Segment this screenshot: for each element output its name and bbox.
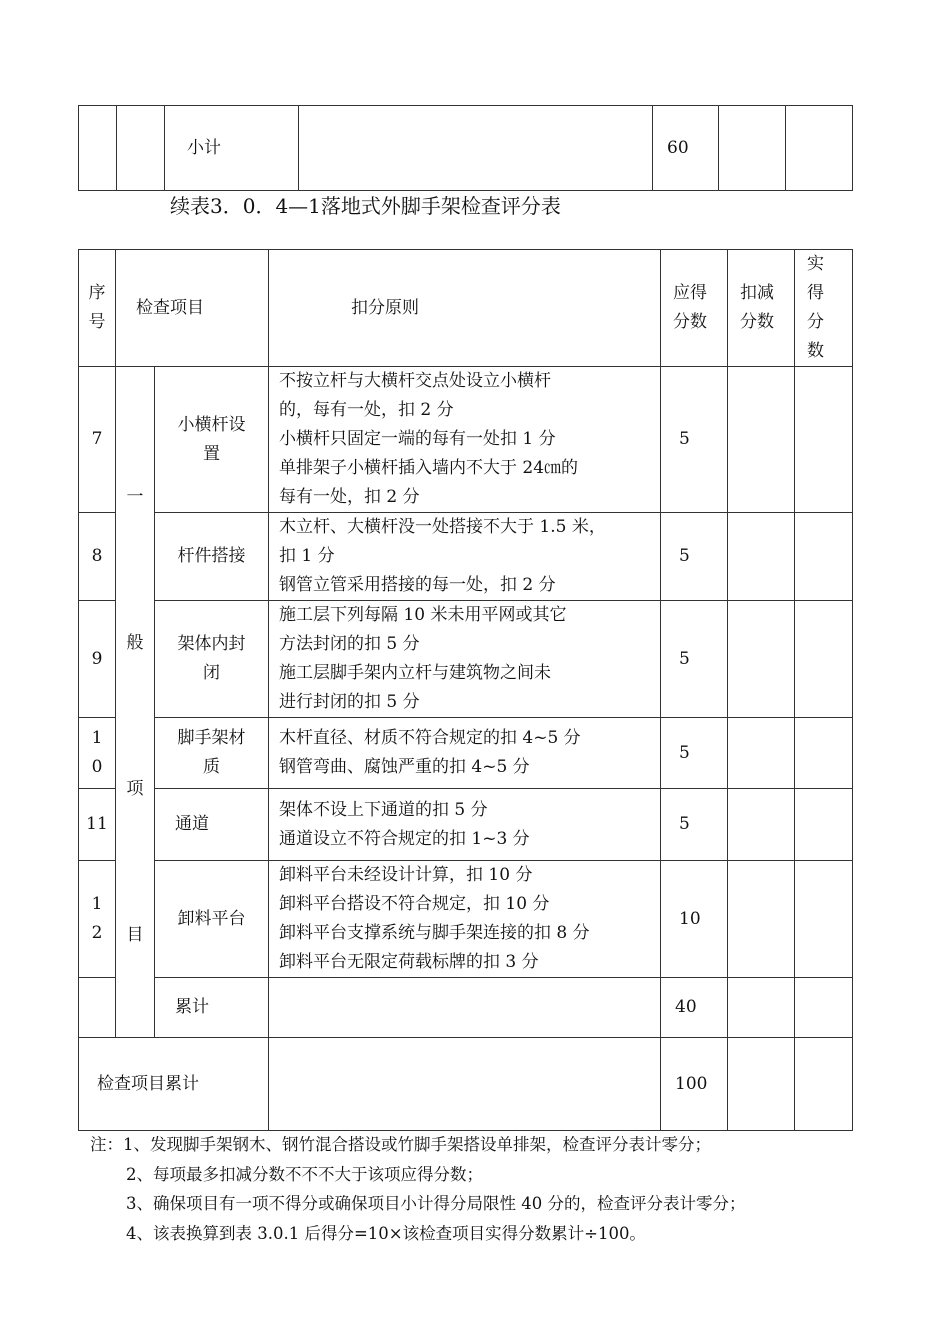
row-item: 脚手架材 质 bbox=[155, 718, 269, 789]
row-score: 5 bbox=[661, 718, 728, 789]
row-item: 卸料平台 bbox=[155, 861, 269, 978]
table-row bbox=[79, 861, 853, 978]
subtotal-label: 小计 bbox=[165, 106, 299, 191]
total-score: 100 bbox=[661, 1038, 728, 1131]
total-label: 检查项目累计 bbox=[79, 1038, 269, 1131]
row-rules: 木立杆、大横杆没一处搭接不大于 1.5 米， 扣 1 分 钢管立管采用搭接的每一处，扣 2 分 bbox=[269, 513, 661, 601]
subtotal-table bbox=[78, 105, 853, 191]
header-deduct: 扣减 分数 bbox=[728, 250, 795, 367]
subtotal-score: 60 bbox=[653, 106, 719, 191]
header-actual: 实 得 分 数 bbox=[795, 250, 853, 367]
row-rules: 不按立杆与大横杆交点处设立小横杆 的，每有一处，扣 2 分 小横杆只固定一端的每有一处扣 1 分 单排架子小横杆插入墙内不大于 24㎝的 每有一处，扣 2 分 bbox=[269, 367, 661, 513]
note-line: 3、确保项目有一项不得分或确保项目小计得分局限性 40 分的，检查评分表计零分； bbox=[126, 1194, 746, 1213]
table-row bbox=[79, 513, 853, 601]
row-item: 杆件搭接 bbox=[155, 513, 269, 601]
header-row bbox=[79, 250, 853, 367]
cumulative-score: 40 bbox=[661, 978, 728, 1038]
subtotal-row bbox=[79, 106, 853, 191]
row-seq: 1 2 bbox=[79, 861, 116, 978]
table-row bbox=[79, 601, 853, 718]
row-seq: 8 bbox=[79, 513, 116, 601]
row-rules: 卸料平台未经设计计算，扣 10 分 卸料平台搭设不符合规定，扣 10 分 卸料平台支撑系统与脚手架连接的扣 8 分 卸料平台无限定荷载标牌的扣 3 分 bbox=[269, 861, 661, 978]
row-item: 小横杆设 置 bbox=[155, 367, 269, 513]
row-item: 架体内封 闭 bbox=[155, 601, 269, 718]
header-item: 检查项目 bbox=[116, 250, 269, 367]
row-seq: 9 bbox=[79, 601, 116, 718]
table-caption: 续表3．0．4—1落地式外脚手架检查评分表 bbox=[170, 194, 561, 218]
row-score: 5 bbox=[661, 789, 728, 861]
note-line: 注：1、发现脚手架钢木、钢竹混合搭设或竹脚手架搭设单排架，检查评分表计零分； bbox=[90, 1135, 711, 1154]
table-row bbox=[79, 367, 853, 513]
row-seq: 7 bbox=[79, 367, 116, 513]
group-label: 一 般 项 目 bbox=[116, 367, 155, 1038]
row-rules: 木杆直径、材质不符合规定的扣 4~5 分 钢管弯曲、腐蚀严重的扣 4~5 分 bbox=[269, 718, 661, 789]
row-score: 10 bbox=[661, 861, 728, 978]
table-row bbox=[79, 789, 853, 861]
header-rule: 扣分原则 bbox=[269, 250, 661, 367]
cumulative-row bbox=[79, 978, 853, 1038]
cumulative-label: 累计 bbox=[155, 978, 269, 1038]
row-rules: 架体不设上下通道的扣 5 分 通道设立不符合规定的扣 1~3 分 bbox=[269, 789, 661, 861]
header-due: 应得 分数 bbox=[661, 250, 728, 367]
row-seq: 11 bbox=[79, 789, 116, 861]
note-line: 2、每项最多扣减分数不不不大于该项应得分数； bbox=[126, 1164, 483, 1184]
table-row bbox=[79, 718, 853, 789]
header-seq: 序 号 bbox=[79, 250, 116, 367]
row-score: 5 bbox=[661, 513, 728, 601]
row-score: 5 bbox=[661, 601, 728, 718]
table-notes bbox=[90, 1130, 745, 1248]
total-row bbox=[79, 1038, 853, 1131]
row-rules: 施工层下列每隔 10 米未用平网或其它 方法封闭的扣 5 分 施工层脚手架内立杆与建筑物之间未 进行封闭的扣 5 分 bbox=[269, 601, 661, 718]
row-seq: 1 0 bbox=[79, 718, 116, 789]
scoring-table bbox=[78, 249, 853, 1131]
row-score: 5 bbox=[661, 367, 728, 513]
row-item: 通道 bbox=[155, 789, 269, 861]
note-line: 4、该表换算到表 3.0.1 后得分=10×该检查项目实得分数累计÷100。 bbox=[126, 1223, 646, 1243]
